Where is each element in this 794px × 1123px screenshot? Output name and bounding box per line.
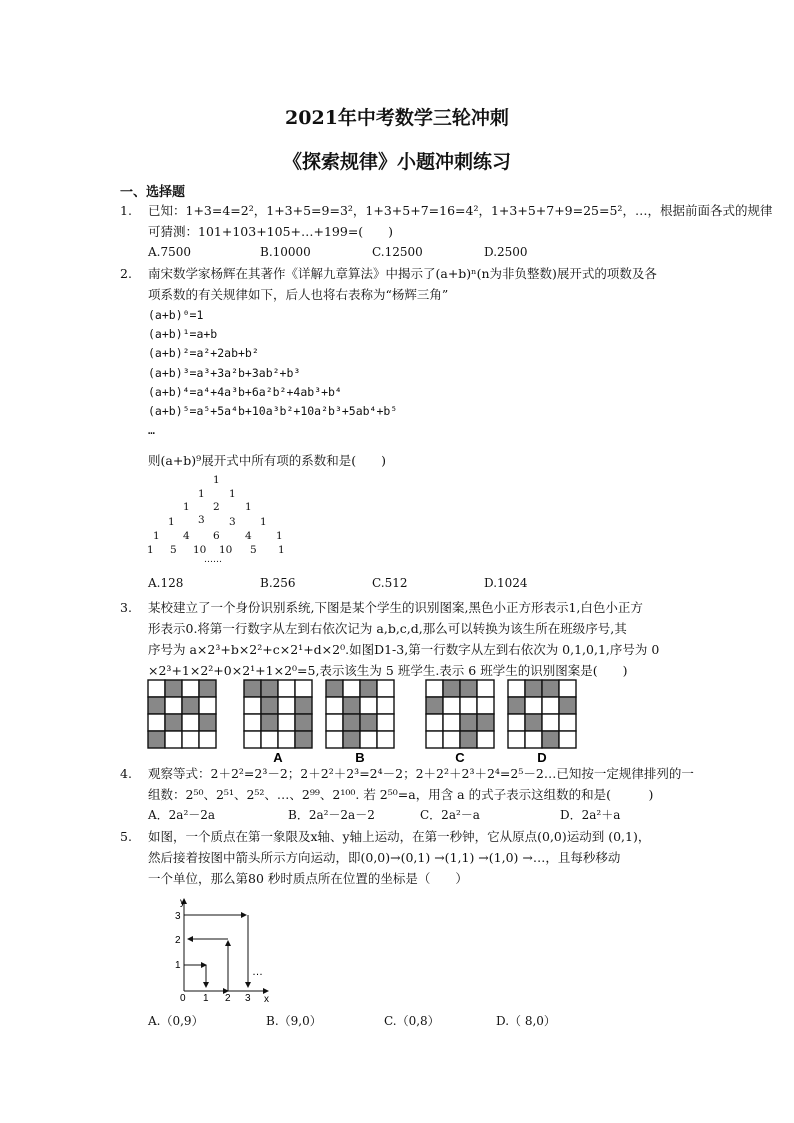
formula: (a+b)⁰=1 bbox=[148, 308, 204, 322]
formula: (a+b)⁴=a⁴+4a³b+6a²b²+4ab³+b⁴ bbox=[148, 384, 342, 399]
black-cell bbox=[460, 731, 477, 748]
white-cell bbox=[508, 680, 525, 697]
triangle-number: 4 bbox=[245, 530, 252, 542]
black-cell bbox=[326, 680, 343, 697]
option-a: A.7500 bbox=[148, 245, 192, 259]
option-grid-a bbox=[244, 680, 312, 762]
grid-label: D bbox=[537, 750, 547, 762]
white-cell bbox=[542, 697, 559, 714]
x-tick: 0 bbox=[180, 993, 186, 1004]
white-cell bbox=[377, 697, 394, 714]
option-c: C.12500 bbox=[372, 245, 423, 259]
question-3 bbox=[120, 597, 740, 681]
sample-grid bbox=[148, 680, 216, 748]
triangle-number: 5 bbox=[250, 544, 257, 556]
triangle-number: 2 bbox=[213, 501, 220, 513]
black-cell bbox=[295, 731, 312, 748]
formula: (a+b)⁵=a⁵+5a⁴b+10a³b²+10a²b³+5ab⁴+b⁵ bbox=[148, 404, 398, 419]
white-cell bbox=[326, 714, 343, 731]
option-b: B.（9,0） bbox=[266, 1014, 322, 1028]
white-cell bbox=[244, 697, 261, 714]
triangle-number: 1 bbox=[168, 516, 175, 528]
white-cell bbox=[477, 697, 494, 714]
page-subtitle: 《探索规律》小题冲刺练习 bbox=[282, 151, 511, 173]
option-c: C.512 bbox=[372, 576, 408, 590]
black-cell bbox=[199, 680, 216, 697]
y-tick: 2 bbox=[175, 935, 181, 946]
option-a: A．2a²－2a bbox=[148, 808, 216, 822]
formula: … bbox=[148, 423, 155, 438]
white-cell bbox=[377, 714, 394, 731]
formula-list bbox=[148, 306, 397, 440]
triangle-number: 4 bbox=[183, 530, 190, 542]
black-cell bbox=[343, 714, 360, 731]
white-cell bbox=[377, 731, 394, 748]
white-cell bbox=[443, 714, 460, 731]
question-text: 一个单位，那么第80 秒时质点所在位置的坐标是（ ） bbox=[148, 871, 468, 886]
option-grid-d bbox=[508, 680, 576, 762]
triangle-number: 1 bbox=[183, 501, 190, 513]
question-text: 观察等式：2＋2²=2³－2；2＋2²＋2³=2⁴－2；2＋2²＋2³＋2⁴=2⁵－2…已知按一定规律排列的一 bbox=[148, 766, 694, 781]
triangle-number: 1 bbox=[229, 488, 236, 500]
question-text: 某校建立了一个身份识别系统,下图是某个学生的识别图案,黑色小正方形表示1,白色小正方 bbox=[148, 600, 643, 615]
white-cell bbox=[477, 680, 494, 697]
white-cell bbox=[525, 697, 542, 714]
black-cell bbox=[542, 680, 559, 697]
question-text: ×2³+1×2²+0×2¹+1×2⁰=5,表示该生为 5 班学生.表示 6 班学生的识别图案是( ) bbox=[148, 663, 628, 678]
question-number: 3. bbox=[120, 600, 132, 615]
white-cell bbox=[244, 731, 261, 748]
triangle-number: 5 bbox=[170, 544, 177, 556]
black-cell bbox=[148, 731, 165, 748]
white-cell bbox=[477, 731, 494, 748]
white-cell bbox=[426, 680, 443, 697]
question-5 bbox=[120, 826, 740, 889]
x-tick: 3 bbox=[245, 993, 251, 1004]
question-text: 已知：1+3=4=2²，1+3+5=9=3²，1+3+5+7=16=4²，1+3+5+7+9=25=5²，…，根据前面各式的规律 bbox=[148, 203, 773, 218]
option-d: D.2500 bbox=[484, 245, 528, 259]
triangle-number: 1 bbox=[278, 544, 285, 556]
option-c: C．2a²－a bbox=[420, 808, 480, 822]
white-cell bbox=[165, 731, 182, 748]
question-number: 2. bbox=[120, 266, 132, 281]
grid-label: B bbox=[355, 750, 365, 762]
y-tick: 3 bbox=[175, 911, 181, 922]
white-cell bbox=[559, 731, 576, 748]
option-c: C.（0,8） bbox=[384, 1014, 440, 1028]
black-cell bbox=[343, 731, 360, 748]
white-cell bbox=[326, 731, 343, 748]
triangle-number: 10 bbox=[219, 544, 233, 556]
black-cell bbox=[525, 680, 542, 697]
triangle-ellipsis: …… bbox=[204, 555, 222, 565]
white-cell bbox=[508, 731, 525, 748]
option-d: D．2a²＋a bbox=[560, 808, 621, 822]
y-tick: 1 bbox=[175, 960, 181, 971]
white-cell bbox=[426, 714, 443, 731]
triangle-number: 10 bbox=[193, 544, 207, 556]
white-cell bbox=[460, 697, 477, 714]
formula: (a+b)²=a²+2ab+b² bbox=[148, 346, 259, 361]
black-cell bbox=[460, 714, 477, 731]
section-heading: 一、选择题 bbox=[120, 185, 186, 200]
question-text: 序号为 a×2³+b×2²+c×2¹+d×2⁰.如图D1-3,第一行数字从左到右依次为 0,1,0,1,序号为 0 bbox=[148, 642, 660, 657]
grid-label: A bbox=[273, 750, 283, 762]
question-text: 南宋数学家杨辉在其著作《详解九章算法》中揭示了(a+b)ⁿ(n为非负整数)展开式的项数及各 bbox=[148, 266, 657, 281]
white-cell bbox=[278, 680, 295, 697]
triangle-number: 1 bbox=[198, 488, 205, 500]
white-cell bbox=[559, 714, 576, 731]
x-tick: 2 bbox=[225, 993, 231, 1004]
white-cell bbox=[278, 697, 295, 714]
option-grid-b bbox=[326, 680, 394, 762]
white-cell bbox=[542, 714, 559, 731]
black-cell bbox=[542, 731, 559, 748]
options bbox=[148, 576, 596, 590]
black-cell bbox=[508, 697, 525, 714]
option-d: D.（ 8,0） bbox=[496, 1014, 556, 1028]
white-cell bbox=[508, 714, 525, 731]
x-tick: 1 bbox=[203, 993, 209, 1004]
white-cell bbox=[199, 697, 216, 714]
white-cell bbox=[443, 697, 460, 714]
x-axis-label: x bbox=[264, 994, 269, 1005]
option-a: A.128 bbox=[148, 576, 184, 590]
question-1 bbox=[120, 200, 773, 263]
white-cell bbox=[278, 731, 295, 748]
white-cell bbox=[377, 680, 394, 697]
white-cell bbox=[360, 697, 377, 714]
white-cell bbox=[148, 680, 165, 697]
white-cell bbox=[199, 731, 216, 748]
black-cell bbox=[165, 680, 182, 697]
white-cell bbox=[326, 697, 343, 714]
white-cell bbox=[148, 714, 165, 731]
triangle-number: 1 bbox=[245, 501, 252, 513]
motion-graph bbox=[170, 895, 290, 1005]
white-cell bbox=[343, 680, 360, 697]
white-cell bbox=[278, 714, 295, 731]
white-cell bbox=[182, 680, 199, 697]
question-text: 组数：2⁵⁰、2⁵¹、2⁵²、…、2⁹⁹、2¹⁰⁰. 若 2⁵⁰=a，用含 a 的式子表示这组数的和是( ) bbox=[148, 787, 654, 802]
page-title: 2021年中考数学三轮冲刺 bbox=[285, 107, 509, 129]
triangle-number: 1 bbox=[276, 530, 283, 542]
formula: (a+b)¹=a+b bbox=[148, 327, 218, 342]
black-cell bbox=[460, 680, 477, 697]
options bbox=[148, 1012, 608, 1029]
triangle-number: 1 bbox=[153, 530, 160, 542]
black-cell bbox=[182, 697, 199, 714]
question-text: 形表示0.将第一行数字从左到右依次记为 a,b,c,d,那么可以转换为该生所在班级序号,其 bbox=[148, 621, 627, 636]
question-text: 则(a+b)⁹展开式中所有项的系数和是( ) bbox=[148, 453, 386, 468]
white-cell bbox=[182, 731, 199, 748]
question-4 bbox=[120, 763, 740, 826]
black-cell bbox=[559, 697, 576, 714]
black-cell bbox=[199, 714, 216, 731]
white-cell bbox=[295, 680, 312, 697]
triangle-number: 3 bbox=[198, 514, 205, 526]
black-cell bbox=[148, 697, 165, 714]
white-cell bbox=[525, 731, 542, 748]
option-a: A.（0,9） bbox=[148, 1014, 204, 1028]
white-cell bbox=[426, 731, 443, 748]
graph-ellipsis: … bbox=[252, 966, 263, 978]
white-cell bbox=[165, 697, 182, 714]
white-cell bbox=[182, 714, 199, 731]
black-cell bbox=[343, 697, 360, 714]
question-text: 项系数的有关规律如下，后人也将右表称为“杨辉三角” bbox=[148, 287, 449, 302]
black-cell bbox=[165, 714, 182, 731]
white-cell bbox=[443, 731, 460, 748]
option-b: B.10000 bbox=[260, 245, 311, 259]
black-cell bbox=[477, 714, 494, 731]
white-cell bbox=[244, 714, 261, 731]
black-cell bbox=[261, 697, 278, 714]
triangle-number: 6 bbox=[213, 530, 220, 542]
option-d: D.1024 bbox=[484, 576, 528, 590]
question-text: 然后接着按图中箭头所示方向运动，即(0,0)→(0,1) →(1,1) →(1,0) →…，且每秒移动 bbox=[148, 850, 621, 865]
triangle-number: 1 bbox=[260, 516, 267, 528]
black-cell bbox=[261, 714, 278, 731]
question-number: 1. bbox=[120, 203, 132, 218]
question-number: 4. bbox=[120, 766, 132, 781]
black-cell bbox=[295, 697, 312, 714]
options bbox=[148, 242, 720, 263]
black-cell bbox=[261, 680, 278, 697]
triangle-number: 1 bbox=[213, 474, 220, 486]
triangle-number: 1 bbox=[147, 544, 154, 556]
option-b: B．2a²－2a－2 bbox=[288, 808, 375, 822]
options bbox=[148, 805, 740, 826]
id-pattern-grids bbox=[140, 678, 620, 762]
triangle-number: 3 bbox=[229, 516, 236, 528]
black-cell bbox=[360, 714, 377, 731]
question-2 bbox=[120, 263, 720, 305]
question-text: 可猜测：101+103+105+…+199=( ) bbox=[148, 224, 394, 239]
black-cell bbox=[360, 680, 377, 697]
black-cell bbox=[443, 680, 460, 697]
white-cell bbox=[360, 731, 377, 748]
black-cell bbox=[295, 714, 312, 731]
black-cell bbox=[244, 680, 261, 697]
white-cell bbox=[261, 731, 278, 748]
option-b: B.256 bbox=[260, 576, 296, 590]
grid-label: C bbox=[455, 750, 465, 762]
black-cell bbox=[525, 714, 542, 731]
white-cell bbox=[559, 680, 576, 697]
option-grid-c bbox=[426, 680, 494, 762]
question-number: 5. bbox=[120, 829, 132, 844]
question-text: 如图，一个质点在第一象限及x轴、y轴上运动，在第一秒钟，它从原点(0,0)运动到 (0,1)， bbox=[148, 829, 651, 844]
black-cell bbox=[426, 697, 443, 714]
y-axis-label: y bbox=[180, 897, 185, 908]
formula: (a+b)³=a³+3a²b+3ab²+b³ bbox=[148, 365, 301, 380]
